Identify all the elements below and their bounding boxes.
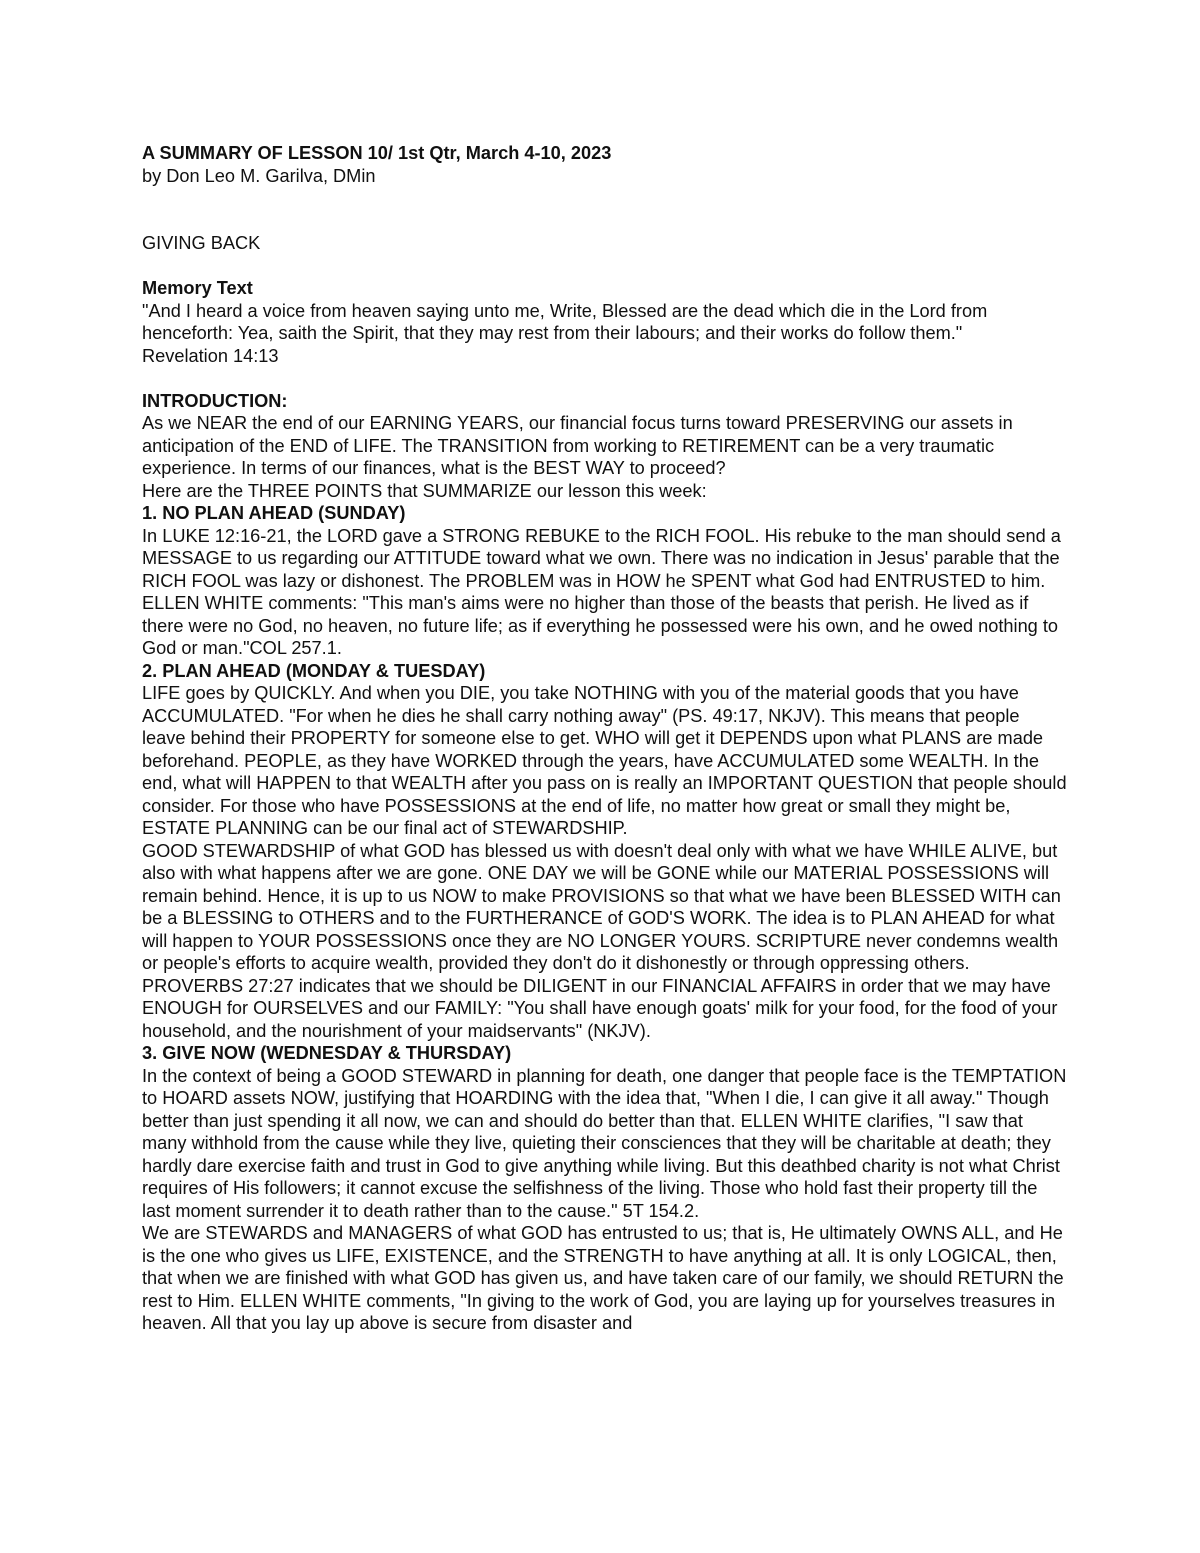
section-3-paragraph-2: We are STEWARDS and MANAGERS of what GOD has entrusted to us; that is, He ultimately OWNS ALL, and He is the one who gives us LIFE, EXISTENCE, and the STRENGTH to have anything at all. It is only LOGICAL, then, that when we are finished with what GOD has given us, and have taken care of our family, we should RETURN the rest to Him. ELLEN WHITE comments, "In giving to the work of God, you are laying up for yourselves treasures in heaven. All that you lay up above is secure from disaster and <box>142 1223 1064 1333</box>
spacer <box>142 367 1067 390</box>
section-heading-3: 3. GIVE NOW (WEDNESDAY & THURSDAY) <box>142 1043 512 1063</box>
memory-text-quote: "And I heard a voice from heaven saying unto me, Write, Blessed are the dead which die in the Lord from henceforth: Yea, saith the Spirit, that they may rest from their labours; and their works do follow them." <box>142 300 988 343</box>
lesson-title: GIVING BACK <box>142 233 261 253</box>
introduction-heading: INTRODUCTION: <box>142 390 288 411</box>
document-title: A SUMMARY OF LESSON 10/ 1st Qtr, March 4-10, 2023 <box>142 143 612 163</box>
introduction-paragraph: As we NEAR the end of our EARNING YEARS, our financial focus turns toward PRESERVING our assets in anticipation of the END of LIFE. The TRANSITION from working to RETIREMENT can be a very traumatic experience. In terms of our finances, what is the BEST WAY to proceed? <box>142 413 1013 478</box>
memory-text-heading: Memory Text <box>142 278 253 298</box>
memory-text-reference: Revelation 14:13 <box>142 345 279 366</box>
section-3-paragraph-1: In the context of being a GOOD STEWARD in planning for death, one danger that people face is the TEMPTATION to HOARD assets NOW, justifying that HOARDING with the idea that, "When I die, I can give it all away." Though better than just spending it all now, we can and should do better than that. ELLEN WHITE clarifies, "I saw that many withhold from the cause while they live, quieting their consciences that they will be charitable at death; they hardly dare exercise faith and trust in God to give anything while living. But this deathbed charity is not what Christ requires of His followers; it cannot excuse the selfishness of the living. Those who hold fast their property till the last moment surrender it to death rather than to the cause." 5T 154.2. <box>142 1065 1067 1221</box>
document-page <box>142 142 1067 1335</box>
introduction-summary-line: Here are the THREE POINTS that SUMMARIZE our lesson this week: <box>142 480 707 501</box>
author-byline: by Don Leo M. Garilva, DMin <box>142 165 376 186</box>
spacer <box>142 210 1067 233</box>
section-heading-1: 1. NO PLAN AHEAD (SUNDAY) <box>142 503 406 523</box>
spacer <box>142 255 1067 278</box>
section-heading-2: 2. PLAN AHEAD (MONDAY & TUESDAY) <box>142 660 486 681</box>
spacer <box>142 187 1067 210</box>
section-2-paragraph-1: LIFE goes by QUICKLY. And when you DIE, you take NOTHING with you of the material goods that you have ACCUMULATED. "For when he dies he shall carry nothing away" (PS. 49:17, NKJV). This means that people leave behind their PROPERTY for someone else to get. WHO will get it DEPENDS upon what PLANS are made beforehand. PEOPLE, as they have WORKED through the years, have ACCUMULATED some WEALTH. In the end, what will HAPPEN to that WEALTH after you pass on is really an IMPORTANT QUESTION that people should consider. For those who have POSSESSIONS at the end of life, no matter how great or small they might be, ESTATE PLANNING can be our final act of STEWARDSHIP. <box>142 683 1067 838</box>
section-2-paragraph-2: GOOD STEWARDSHIP of what GOD has blessed us with doesn't deal only with what we have WHILE ALIVE, but also with what happens after we are gone. ONE DAY we will be GONE while our MATERIAL POSSESSIONS will remain behind. Hence, it is up to us NOW to make PROVISIONS so that what we have been BLESSED WITH can be a BLESSING to OTHERS and to the FURTHERANCE of GOD'S WORK. The idea is to PLAN AHEAD for what will happen to YOUR POSSESSIONS once they are NO LONGER YOURS. SCRIPTURE never condemns wealth or people's efforts to acquire wealth, provided they don't do it dishonestly or through oppressing others. PROVERBS 27:27 indicates that we should be DILIGENT in our FINANCIAL AFFAIRS in order that we may have ENOUGH for OURSELVES and our FAMILY: "You shall have enough goats' milk for your food, for the food of your household, and the nourishment of your maidservants" (NKJV). <box>142 840 1061 1041</box>
section-1-paragraph-1: In LUKE 12:16-21, the LORD gave a STRONG REBUKE to the RICH FOOL. His rebuke to the man should send a MESSAGE to us regarding our ATTITUDE toward what we own. There was no indication in Jesus' parable that the RICH FOOL was lazy or dishonest. The PROBLEM was in HOW he SPENT what God had ENTRUSTED to him. ELLEN WHITE comments: "This man's aims were no higher than those of the beasts that perish. He lived as if there were no God, no heaven, no future life; as if everything he possessed were his own, and he owed nothing to God or man."COL 257.1. <box>142 525 1061 658</box>
